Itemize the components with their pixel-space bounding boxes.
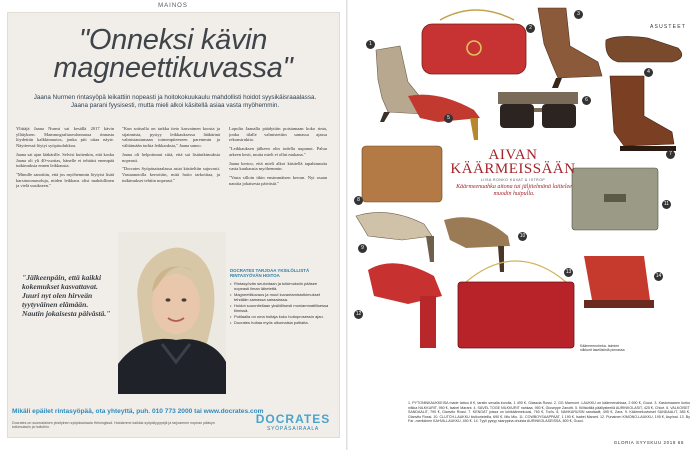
snakeskin-pouch [572, 168, 658, 230]
body-paragraph: "Kun soitsulla on tarkka tieto kasvaimen koosta ja sijainnista, pystyy leikkauksessa lääkärinä valmistautumaan toimenpiteeseen paremmin ja välttämään turhia leikkauksia," Jaana sanoo. [122, 126, 220, 149]
tan-clutch [362, 146, 442, 202]
body-paragraph: Jaana kertoo, että mieli alkoi käsitellä tapahtunutta vasta kuukausia myöhemmin. [229, 160, 327, 172]
snakeskin-sandal [356, 212, 434, 262]
portrait-photo [118, 232, 226, 394]
item-number: 1 [366, 40, 375, 49]
item-number: 4 [644, 68, 653, 77]
body-paragraph: Lopulta Jaanalla päädyttiin poistamaan koko rinta, jonka tilalle valmistettiin samassa ajassa rekonstruktio. [229, 126, 327, 143]
article-byline: LIISA RONKO KUVAT & ISTROP [480, 178, 546, 182]
item-number: 5 [444, 114, 453, 123]
item-number: 8 [354, 196, 363, 205]
item-number: 13 [565, 269, 572, 275]
brown-snakeskin-boot [538, 8, 602, 88]
advertisement-page [0, 0, 346, 450]
info-box [230, 268, 330, 398]
info-box-title: DOCRATES TARJOAA YKSILÖLLISTÄ RINTASYÖVÄN HOITOA [230, 268, 310, 279]
product-collage [348, 0, 696, 400]
red-platform-sandal [368, 263, 442, 348]
red-slide [584, 256, 654, 308]
body-paragraph: "Leikkauksen jälkeen olin todella uupunut. Paluu arkeen kesti, mutta mieli ei ollut mukana." [229, 146, 327, 157]
info-box-item: • Hoidot suunnitellaan yksilöllisesti moniammatillisessa tiimissä. [230, 303, 330, 313]
inline-caption: Käärmeenoheka- taimien nilkkurit laseliisiiniä pinnassa [580, 344, 625, 353]
info-box-item: • Rintasyövän seulontaan ja tutkimuksiin pääsee nopeasti ilman lähetettä. [230, 281, 330, 291]
contact-call-to-action: Mikäli epäilet rintasyöpää, ota yhteyttä, puh. 010 773 2000 tai www.docrates.com [12, 408, 264, 415]
body-paragraph: Ylittäjä Jaana Nurmi sai kesällä 2017 kävin yllätyksen. Mammografiaseulonnassa rinnasta löydettiin kalkkimuutos, jonka piti ottaa näyte. Näytteessä löytyi syöpäsolukkoa. [16, 126, 114, 149]
body-paragraph: "Minulle sanottiin, että jos myöhemmin löytyisi lisää karsinoomasoluja, niiden leikkaus olisi mahdollinen ja vielä uusikseen." [16, 171, 114, 189]
cowboy-boot [610, 76, 676, 151]
body-column-1 [16, 126, 114, 236]
product-credits: 1. PYTONINKAUKKEISA made tattuu 8 €, tarstin sevalla korolla, 1 490 €, Giassda Rossi. 2. GG Marmont -LAUKKU on käärmenahkaa, 2 690 €, Gucci. 3. Kastomaaren korko nilkka NILKKURIT, 950 €, Isabel Marant. 4. SÄVEL TOGE NILKKURIT nahkaa, 950 €, Giuseppe Zanotti. 5. Kiiltävällä päällysteellä AURINKOLASIT, 425 €, Chloé. 6. VALKOISET SANDAALIT, 790 €, Gianvito Rossi. 7. KENGÄT joissa on lohikäärmekuosi, 760 €, Tod's. 8. NAHKARUSIN sandaalit, 495 €, Zara. 9. Käärmekuvioiset SANDAALIT, 385 €, Gianvito Rossi. 10. CLUTCH-LAUKKU kivikoristeilla, 690 €, Miu Miu. 11. COWBOYSAAPPAAT, 1 190 €, Isabel Marant. 12. Punainen KIMONO-LAUKKU, 195 €, Aspinal. 13. By Far -merkkinen KAHVA-LAUKKU, 450 €. 14. Tyyli pysyy skarppina ohuista AURINKOLASEISSA, 800 €, Gucci. [408, 401, 690, 424]
item-number: 3 [574, 10, 583, 19]
item-number: 7 [666, 150, 675, 159]
title-line-1: AIVAN [488, 147, 538, 163]
headline-line-2: magneettikuvassa" [53, 52, 293, 84]
info-box-item: • Potilaalla on oma hoitaja koko hoitoprosessin ajan. [230, 314, 330, 319]
title-line-2: KÄÄRMEISSÄÄN [450, 161, 576, 177]
item-number: 2 [526, 24, 535, 33]
section-label: ASUSTEET [650, 24, 686, 30]
brand-subtitle: SYÖPÄSAIRAALA [266, 426, 320, 432]
info-box-list [230, 281, 330, 325]
ad-body-columns [16, 126, 336, 236]
body-paragraph: Jaana sai ajan lääkärille. Selvisi kuitenkin, että koska Jaana oli yli 40-vuotias, hänelle ei tehtäisi enempää tutkimuksia ennen leikkausta. [16, 151, 114, 169]
ad-footnote: Docrates on suomalainen yksityinen syöpäsairaala Helsingissä. Hoidamme kaikkia syöpätyyppejä ja tarjoamme nopean pääsyn tutkimuksiin ja hoitoihin. [12, 421, 215, 430]
item-number: 12 [355, 311, 362, 317]
info-box-item: • Magneettikuvaus ja muut kuvantamistutkimukset tehdään samassa sairaalassa. [230, 292, 330, 302]
page-folio: GLORIA SYYSKUU 2018 65 [613, 440, 684, 445]
red-gucci-bag [422, 10, 526, 74]
sunglasses [498, 92, 578, 128]
ad-lead: Jaana Nurmen rintasyöpä leikattiin nopeasti ja hoitokokuukaulu mahdollisti hoidot syysikäisraaalassa. Jaana parani fyysisesti, mutta mieli alkoi käsitellä asiaa vasta myöhemmin. [33, 94, 317, 109]
pull-quote: "Jälkeenpäin, että kaikki kokemukset kasvattavat. Juuri nyt olen hirveän tyytyväinen elämään. Nautin jokaisesta päivästä." [22, 273, 111, 318]
heeled-sandal [444, 217, 510, 272]
item-number: 6 [582, 96, 591, 105]
red-chain-bag [458, 261, 574, 348]
headline-line-1: "Onneksi kävin [78, 24, 268, 56]
body-paragraph: "Vasta silloin itkin ensimmäisen kerran. Nyt osaan nauttia jokaisesta päivästä." [229, 174, 327, 186]
editorial-page [348, 0, 696, 450]
item-number: 14 [655, 273, 662, 279]
item-number: 9 [358, 244, 367, 253]
body-column-2 [122, 126, 220, 236]
body-column-3 [229, 126, 327, 236]
item-number: 11 [663, 201, 670, 207]
item-number: 10 [519, 233, 526, 239]
body-paragraph: Jaana oli helpottunut siitä, että sai lisätutkimuksia nopeasti. [122, 151, 220, 163]
body-paragraph: "Docrates Syöpäsairaalassa asiat käsiteltiin sujuvasti. Vastaanotolla kerrottiin, mitä hoito tarkoittaa, ja tutkimukset tehtiin nopeasti." [122, 166, 220, 183]
article-title [448, 148, 578, 176]
docrates-logo [252, 412, 334, 432]
brown-loafer [606, 36, 682, 62]
ad-label: MAINOS [158, 3, 188, 9]
info-box-item: • Docrates hoitaa myös ulkomaisia potilaita. [230, 320, 330, 325]
brand-name: DOCRATES [255, 412, 331, 426]
ad-headline [12, 26, 334, 82]
article-deck: Käärmeenuahka aitona tai jäljitelmänä laittelee muodin huipulla. [456, 184, 572, 198]
